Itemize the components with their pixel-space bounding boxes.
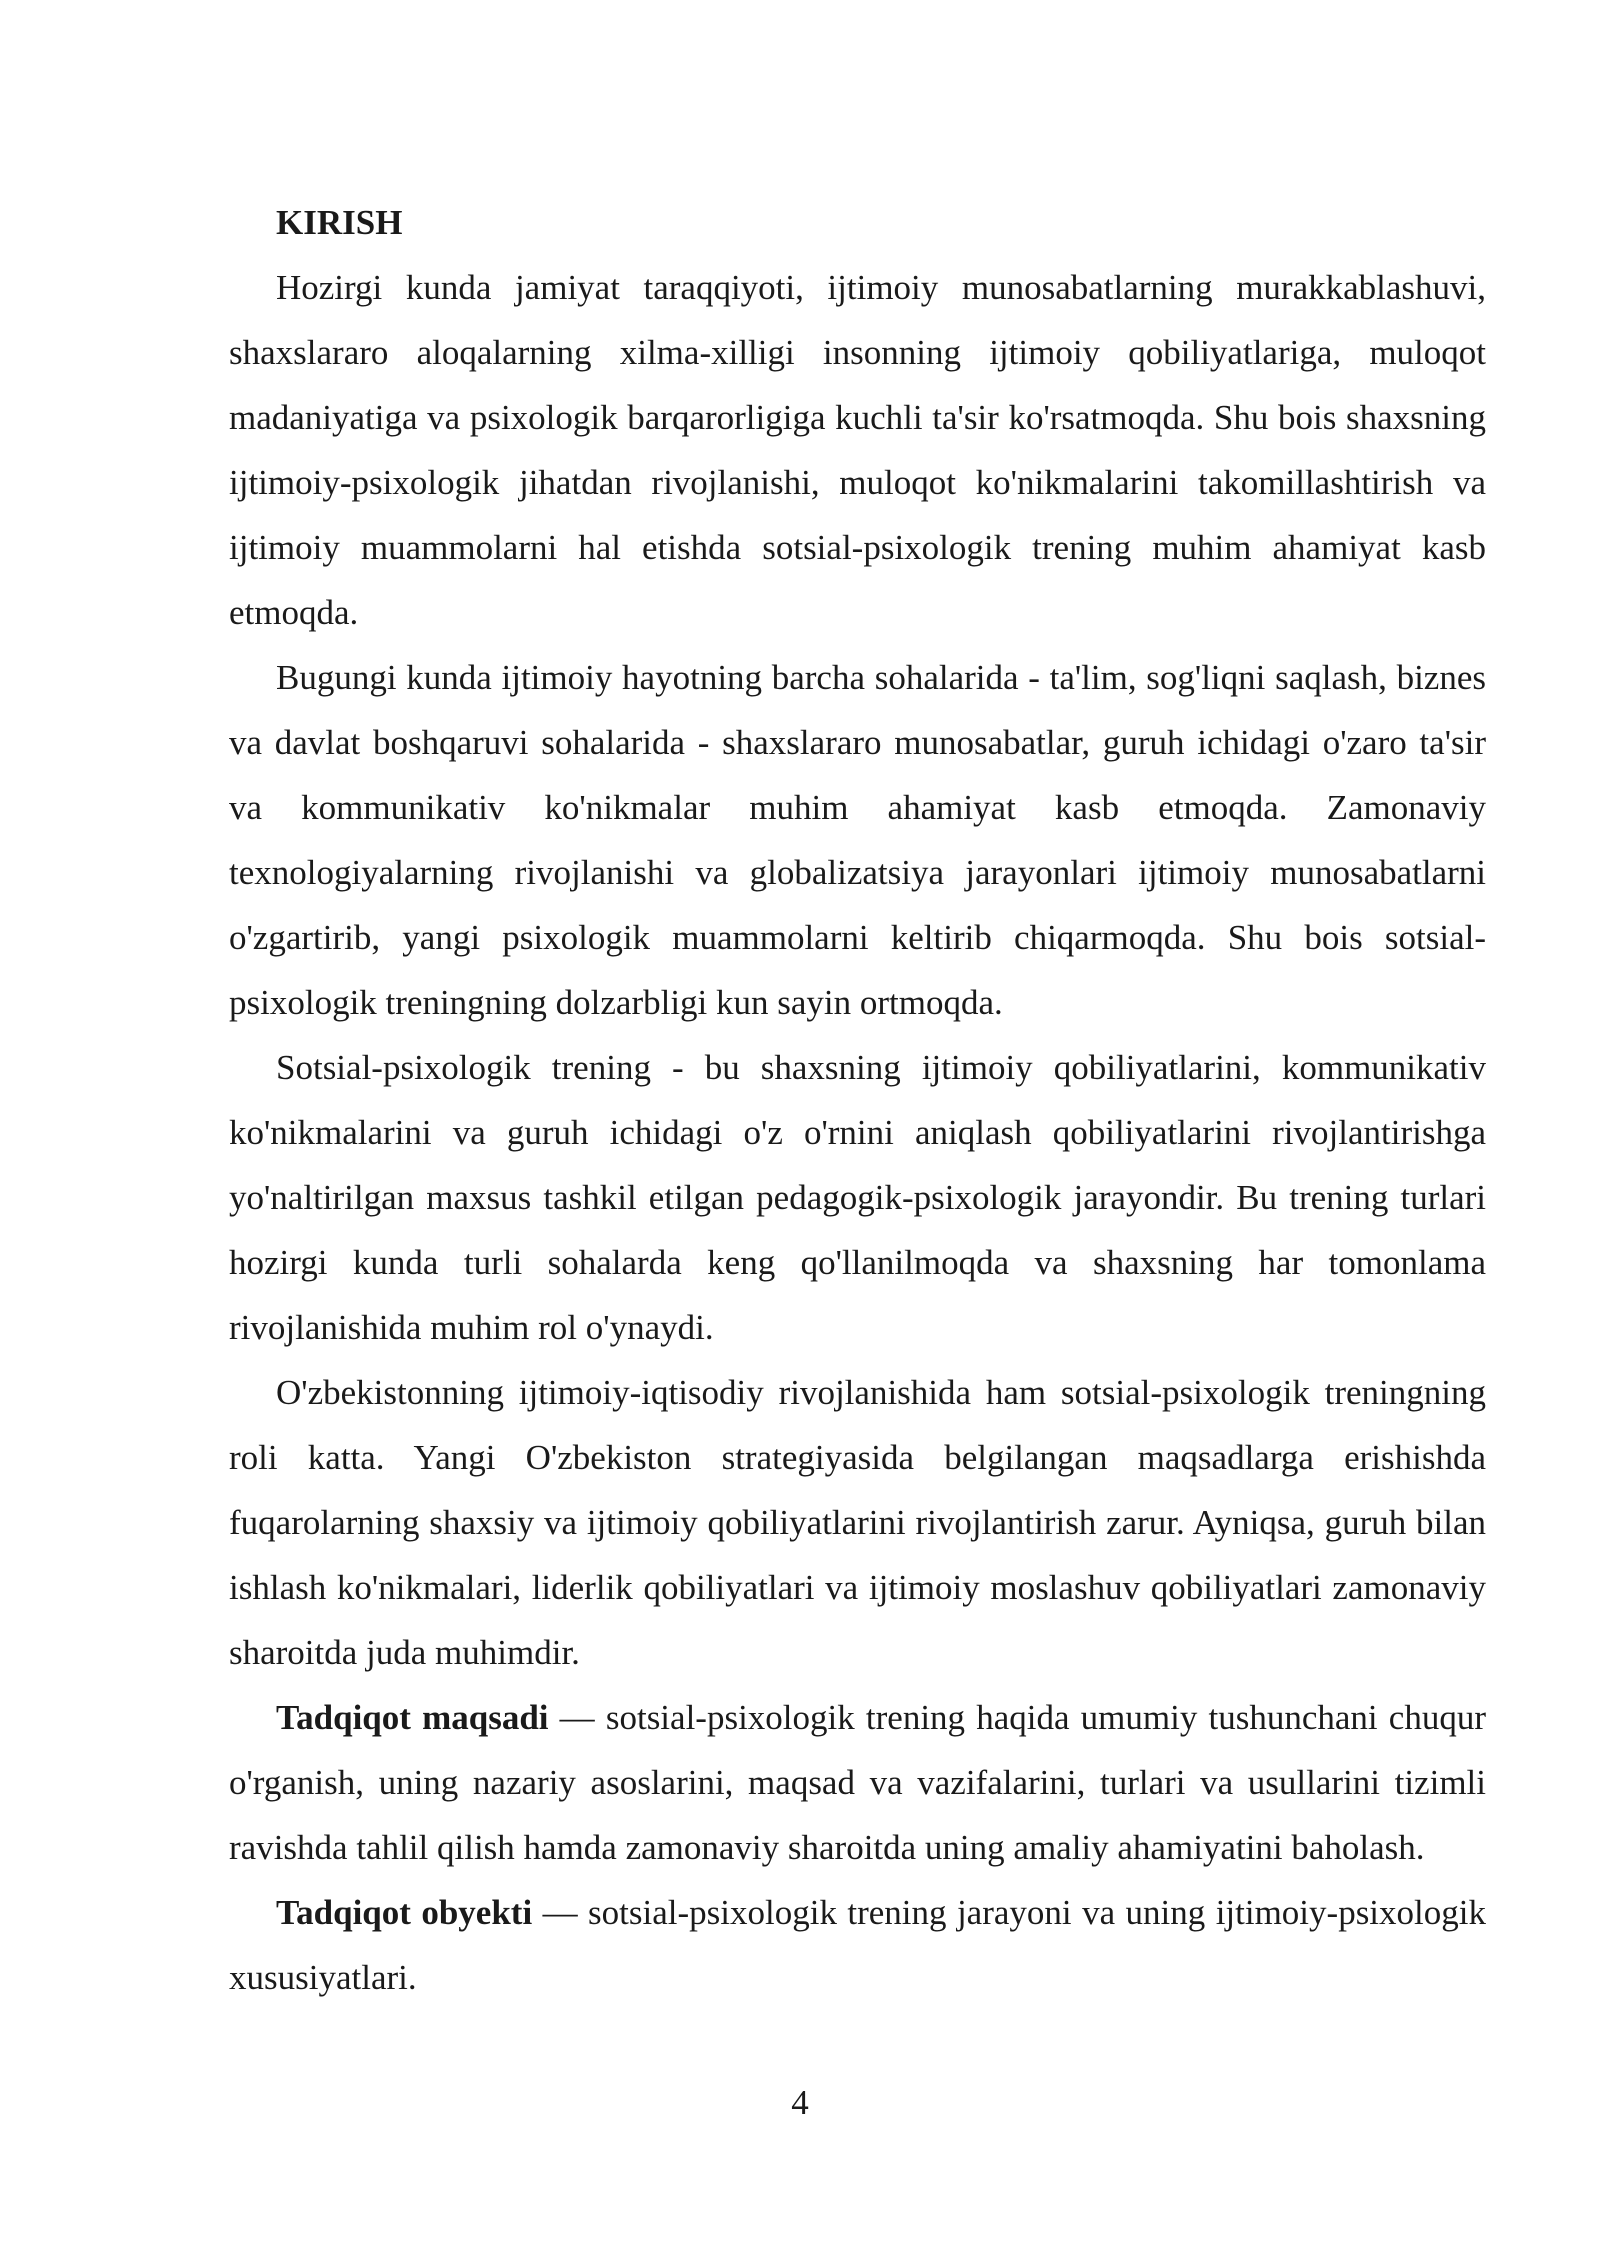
research-goal-text: — sotsial-psixologik trening haqida umumiy tushunchani chuqur o'rganish, uning nazariy asoslarini, maqsad va vazifalarini, turlari va usullarini tizimli ravishda tahlil qilish hamda zamonaviy sharoitda uning amaliy ahamiyatini baholash. (229, 1698, 1486, 1867)
page-number: 4 (791, 2083, 809, 2122)
paragraph-research-goal (229, 1685, 1486, 1880)
paragraph-2: Bugungi kunda ijtimoiy hayotning barcha sohalarida - ta'lim, sog'liqni saqlash, biznes va davlat boshqaruvi sohalarida - shaxslararo munosabatlar, guruh ichidagi o'zaro ta'sir va kommunikativ ko'nikmalar muhim ahamiyat kasb etmoqda. Zamonaviy texnologiyalarning rivojlanishi va globalizatsiya jarayonlari ijtimoiy munosabatlarni o'zgartirib, yangi psixologik muammolarni keltirib chiqarmoqda. Shu bois sotsial-psixologik treningning dolzarbligi kun sayin ortmoqda. (229, 658, 1486, 1022)
paragraph-research-object (229, 1880, 1486, 2010)
research-goal-term: Tadqiqot maqsadi (276, 1698, 549, 1737)
page-body (229, 190, 1486, 2010)
paragraph-3: Sotsial-psixologik trening - bu shaxsning ijtimoiy qobiliyatlarini, kommunikativ ko'nikmalarini va guruh ichidagi o'z o'rnini aniqlash qobiliyatlarini rivojlantirishga yo'naltirilgan maxsus tashkil etilgan pedagogik-psixologik jarayondir. Bu trening turlari hozirgi kunda turli sohalarda keng qo'llanilmoqda va shaxsning har tomonlama rivojlanishida muhim rol o'ynaydi. (229, 1048, 1486, 1347)
paragraph-4: O'zbekistonning ijtimoiy-iqtisodiy rivojlanishida ham sotsial-psixologik treningning roli katta. Yangi O'zbekiston strategiyasida belgilangan maqsadlarga erishishda fuqarolarning shaxsiy va ijtimoiy qobiliyatlarini rivojlantirish zarur. Ayniqsa, guruh bilan ishlash ko'nikmalari, liderlik qobiliyatlari va ijtimoiy moslashuv qobiliyatlari zamonaviy sharoitda juda muhimdir. (229, 1373, 1486, 1672)
research-object-term: Tadqiqot obyekti (276, 1893, 533, 1932)
paragraph-1: Hozirgi kunda jamiyat taraqqiyoti, ijtimoiy munosabatlarning murakkablashuvi, shaxslararo aloqalarning xilma-xilligi insonning ijtimoiy qobiliyatlariga, muloqot madaniyatiga va psixologik barqarorligiga kuchli ta'sir ko'rsatmoqda. Shu bois shaxsning ijtimoiy-psixologik jihatdan rivojlanishi, muloqot ko'nikmalarini takomillashtirish va ijtimoiy muammolarni hal etishda sotsial-psixologik trening muhim ahamiyat kasb etmoqda. (229, 268, 1486, 632)
section-heading: KIRISH (276, 203, 403, 242)
research-object-text: — sotsial-psixologik trening jarayoni va uning ijtimoiy-psixologik xususiyatlari. (229, 1893, 1486, 1997)
